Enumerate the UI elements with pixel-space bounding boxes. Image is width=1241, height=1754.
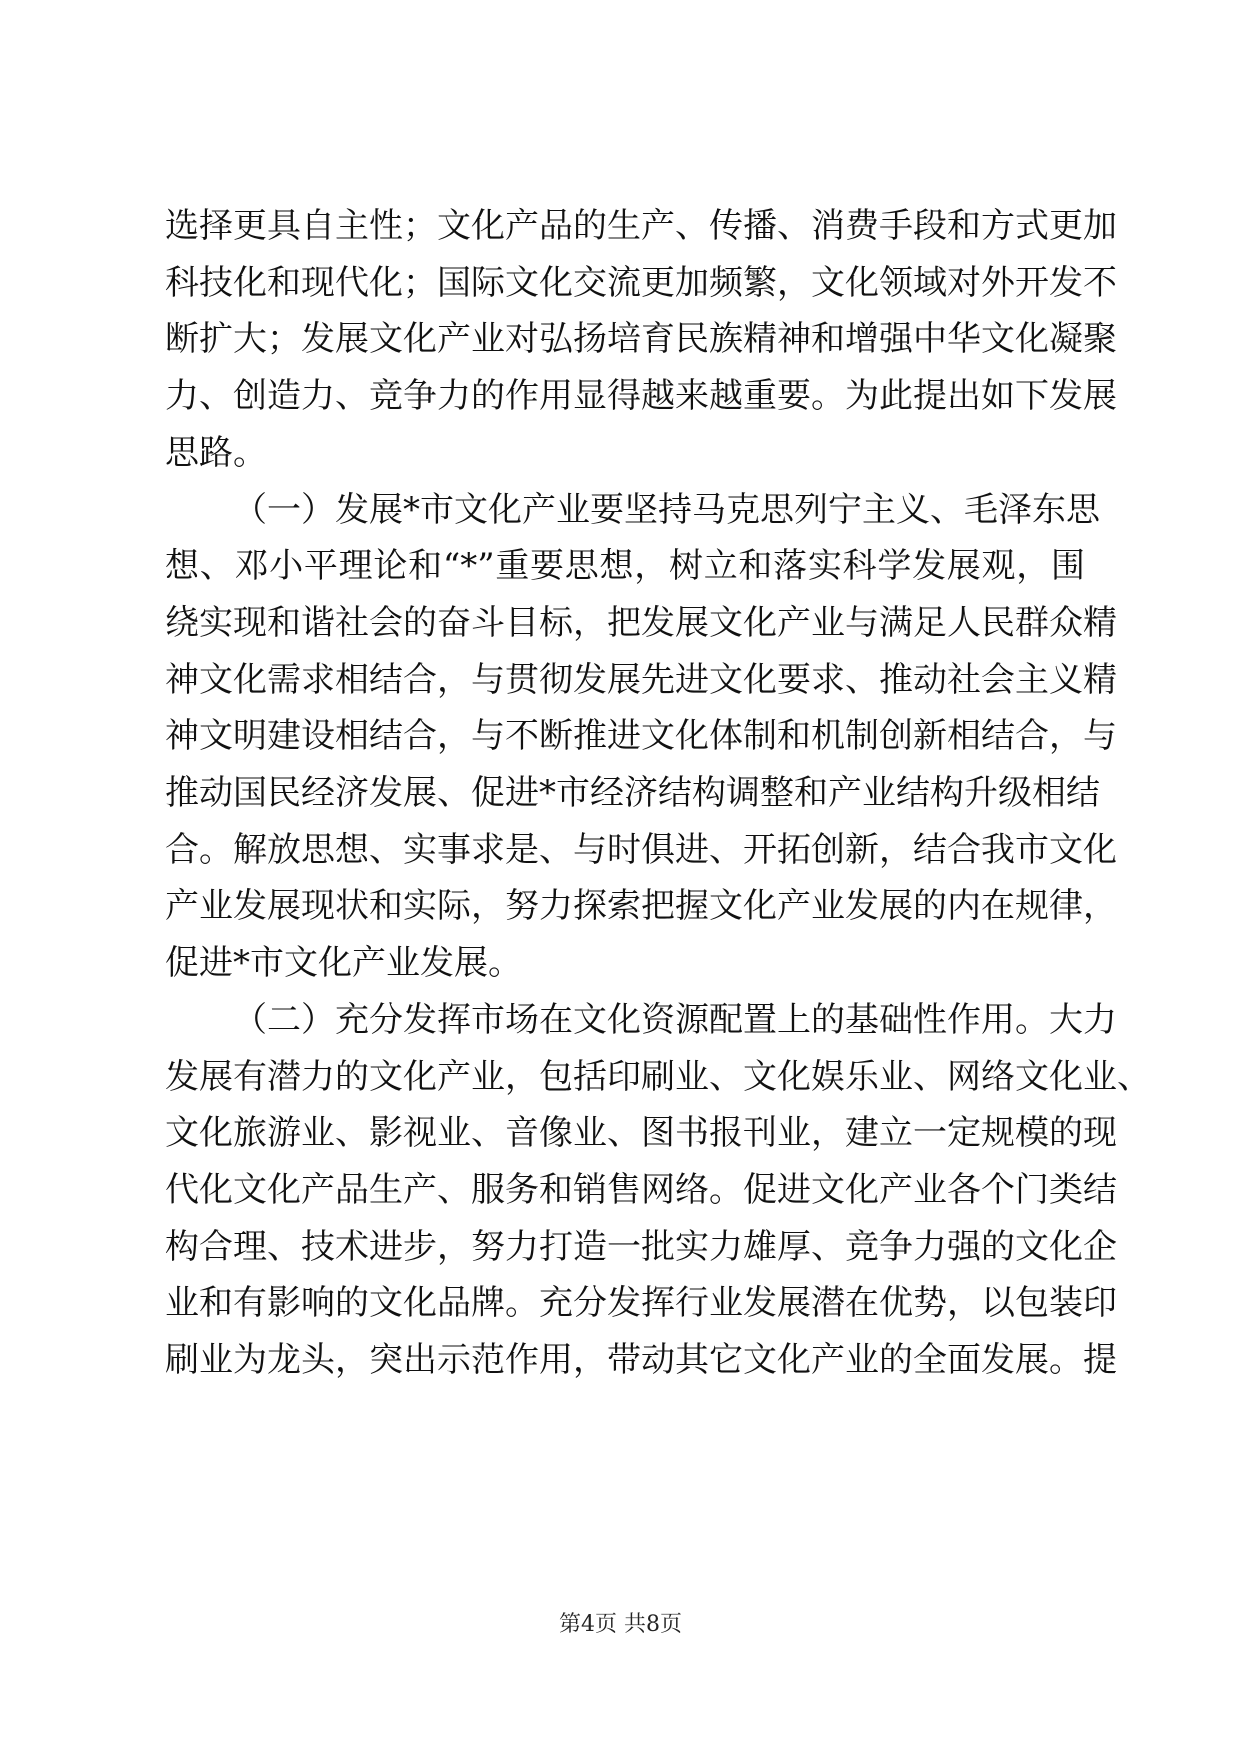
text-line: 神文明建设相结合，与不断推进文化体制和机制创新相结合，与 bbox=[165, 716, 1117, 756]
text-line: 神文化需求相结合，与贯彻发展先进文化要求、推动社会主义精 bbox=[165, 660, 1117, 700]
page-footer: 第4页 共8页 bbox=[559, 1612, 682, 1637]
text-line: 发展有潜力的文化产业，包括印刷业、文化娱乐业、网络文化业、 bbox=[165, 1057, 1151, 1097]
text-line: （一）发展*市文化产业要坚持马克思列宁主义、毛泽东思 bbox=[233, 490, 1100, 530]
text-line: 促进*市文化产业发展。 bbox=[165, 943, 522, 983]
text-line: 文化旅游业、影视业、音像业、图书报刊业，建立一定规模的现 bbox=[165, 1113, 1117, 1153]
text-line: 绕实现和谐社会的奋斗目标，把发展文化产业与满足人民群众精 bbox=[165, 603, 1117, 643]
text-line: 刷业为龙头，突出示范作用，带动其它文化产业的全面发展。提 bbox=[165, 1340, 1117, 1380]
text-line: 代化文化产品生产、服务和销售网络。促进文化产业各个门类结 bbox=[165, 1170, 1117, 1210]
text-line: 产业发展现状和实际，努力探索把握文化产业发展的内在规律， bbox=[165, 886, 1117, 926]
text-line: 断扩大；发展文化产业对弘扬培育民族精神和增强中华文化凝聚 bbox=[165, 319, 1117, 359]
text-line: 选择更具自主性；文化产品的生产、传播、消费手段和方式更加 bbox=[165, 206, 1117, 246]
text-line: 想、邓小平理论和“*”重要思想，树立和落实科学发展观，围 bbox=[165, 546, 1085, 586]
text-line: 力、创造力、竞争力的作用显得越来越重要。为此提出如下发展 bbox=[165, 376, 1117, 416]
text-line: 思路。 bbox=[165, 433, 267, 473]
text-line: 构合理、技术进步，努力打造一批实力雄厚、竞争力强的文化企 bbox=[165, 1227, 1117, 1267]
text-line: 合。解放思想、实事求是、与时俱进、开拓创新，结合我市文化 bbox=[165, 830, 1117, 870]
text-line: 科技化和现代化；国际文化交流更加频繁，文化领域对外开发不 bbox=[165, 263, 1117, 303]
text-line: 推动国民经济发展、促进*市经济结构调整和产业结构升级相结 bbox=[165, 773, 1100, 813]
text-line: 业和有影响的文化品牌。充分发挥行业发展潜在优势，以包装印 bbox=[165, 1283, 1117, 1323]
text-line: （二）充分发挥市场在文化资源配置上的基础性作用。大力 bbox=[233, 1000, 1117, 1040]
